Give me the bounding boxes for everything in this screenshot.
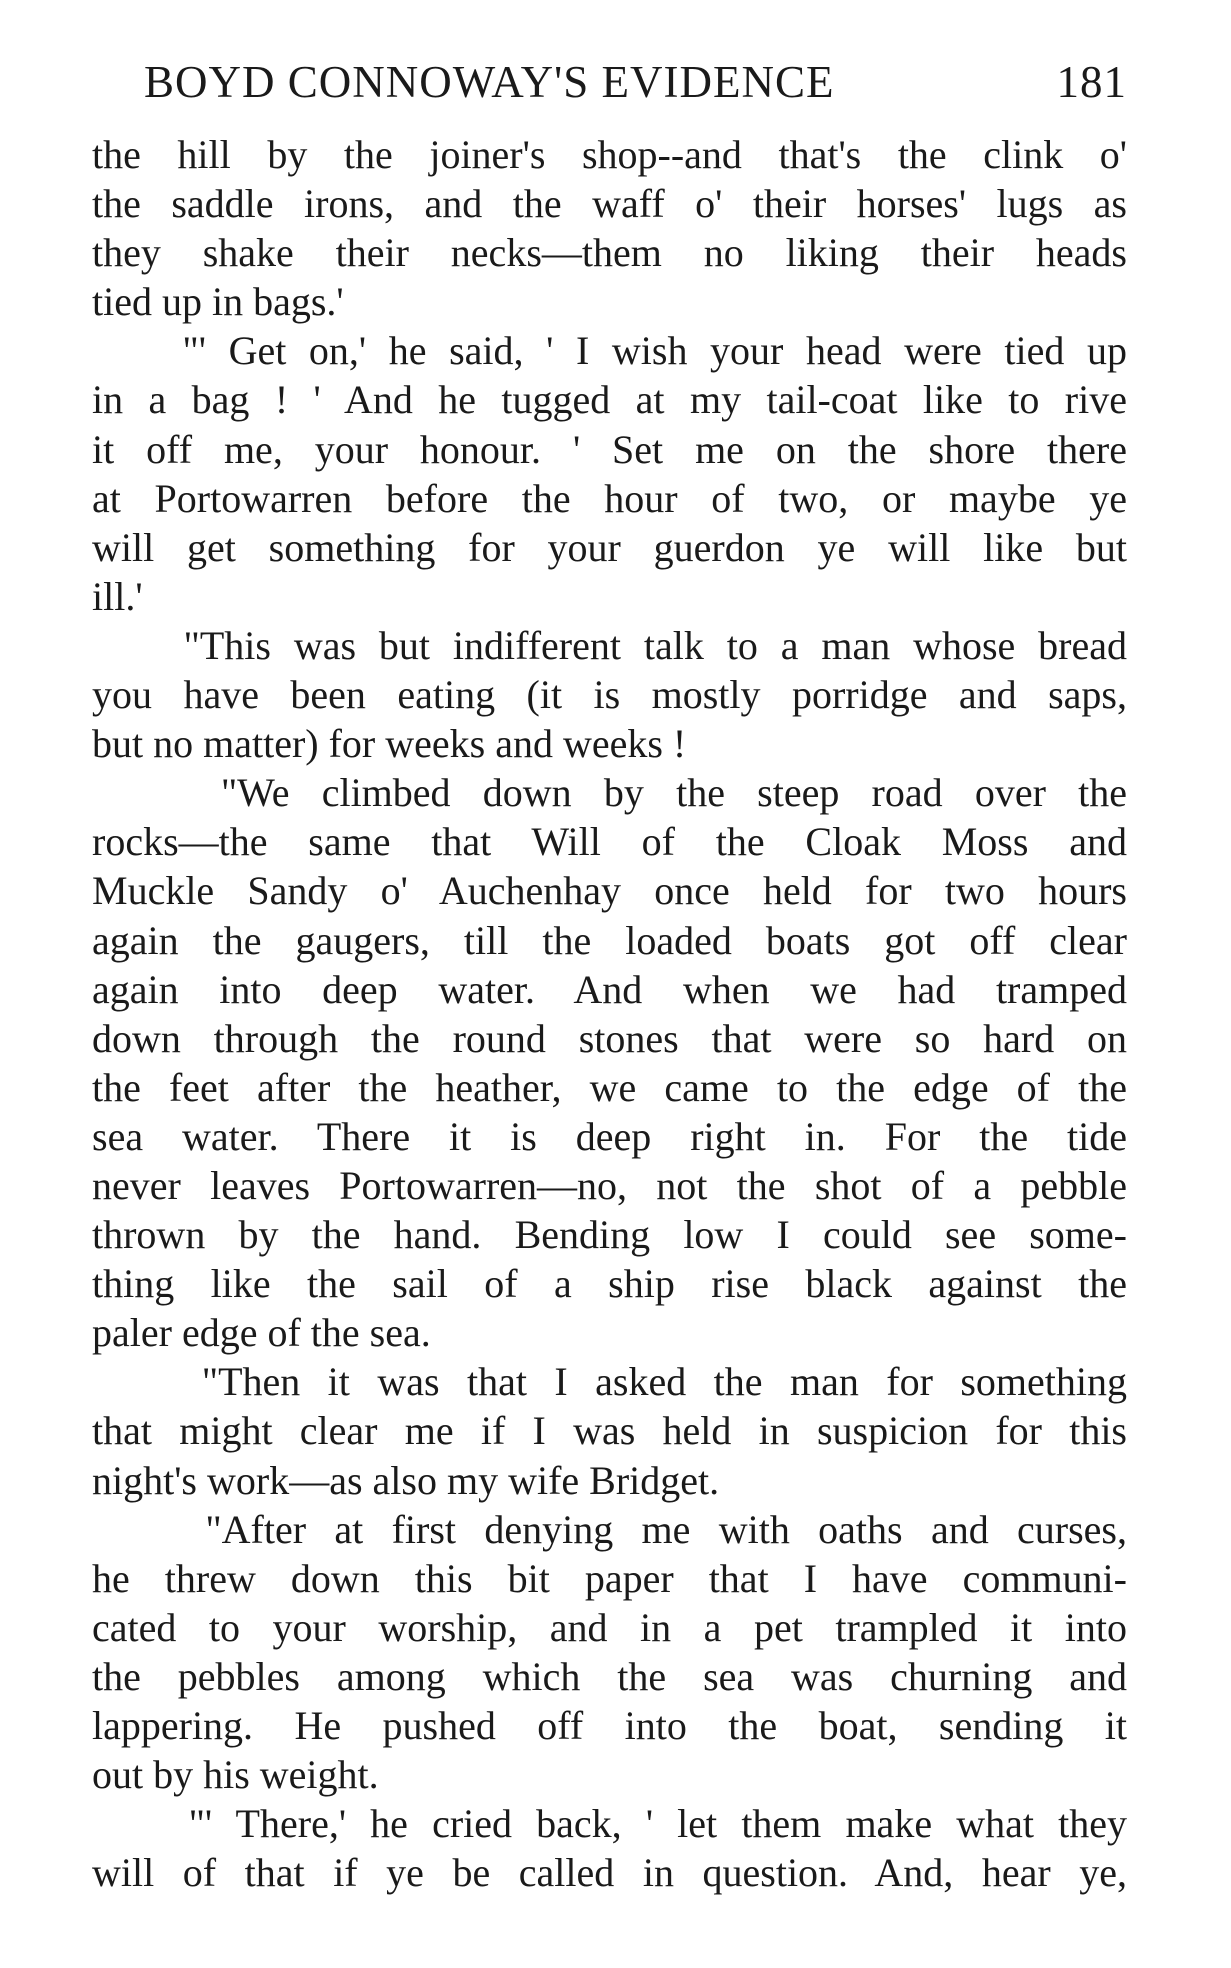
text-line: will of that if ye be called in question. And, hear ye, <box>92 1850 1127 1896</box>
text-line: the hill by the joiner's shop--and that's the clink o' <box>92 132 1127 177</box>
page-number: 181 <box>1056 57 1127 107</box>
text-line: they shake their necks—them no liking their heads <box>92 230 1127 276</box>
text-line: will get something for your guerdon ye will like but <box>92 524 1127 570</box>
text-line: tied up in bags.' <box>92 279 344 325</box>
text-line: night's work—as also my wife Bridget. <box>92 1457 720 1503</box>
text-line: cated to your worship, and in a pet trampled it into <box>92 1604 1127 1650</box>
text-line: never leaves Portowarren—no, not the shot of a pebble <box>92 1162 1127 1208</box>
text-line: that might clear me if I was held in suspicion for this <box>92 1408 1127 1454</box>
text-line: down through the round stones that were so hard on <box>92 1015 1127 1061</box>
text-line: Muckle Sandy o' Auchenhay once held for two hours <box>92 868 1127 914</box>
text-line: sea water. There it is deep right in. For the tide <box>92 1113 1127 1159</box>
body-text <box>92 130 1127 1897</box>
text-line: rocks—the same that Will of the Cloak Moss and <box>92 819 1127 865</box>
text-line: again the gaugers, till the loaded boats got off clear <box>92 917 1127 963</box>
text-line: "This was but indifferent talk to a man whose bread <box>92 622 1127 668</box>
text-line: "' There,' he cried back, ' let them make what they <box>92 1801 1127 1847</box>
text-line: again into deep water. And when we had tramped <box>92 966 1127 1012</box>
text-line: "After at first denying me with oaths and curses, <box>92 1506 1127 1552</box>
text-line: the saddle irons, and the waff o' their horses' lugs as <box>92 181 1127 227</box>
chapter-title: BOYD CONNOWAY'S EVIDENCE <box>144 57 835 107</box>
text-line: you have been eating (it is mostly porridge and saps, <box>92 672 1127 718</box>
text-line: lappering. He pushed off into the boat, sending it <box>92 1703 1127 1748</box>
text-line: at Portowarren before the hour of two, or maybe ye <box>92 475 1127 521</box>
text-line: but no matter) for weeks and weeks ! <box>92 721 687 767</box>
text-line: the feet after the heather, we came to the edge of the <box>92 1064 1127 1110</box>
text-line: thrown by the hand. Bending low I could see some- <box>92 1212 1127 1258</box>
text-line: out by his weight. <box>92 1752 379 1798</box>
text-line: he threw down this bit paper that I have communi- <box>92 1555 1127 1601</box>
text-line: thing like the sail of a ship rise black against the <box>92 1261 1127 1307</box>
text-line: in a bag ! ' And he tugged at my tail-coat like to rive <box>92 377 1127 423</box>
text-line: "We climbed down by the steep road over the <box>92 770 1127 816</box>
text-line: it off me, your honour. ' Set me on the shore there <box>92 426 1127 472</box>
text-line: ill.' <box>92 573 143 619</box>
book-page <box>92 56 1127 1897</box>
text-line: "' Get on,' he said, ' I wish your head were tied up <box>92 328 1127 374</box>
running-head <box>92 56 1127 126</box>
text-line: paler edge of the sea. <box>92 1310 431 1356</box>
text-line: the pebbles among which the sea was churning and <box>92 1653 1127 1699</box>
text-line: "Then it was that I asked the man for something <box>92 1359 1127 1405</box>
